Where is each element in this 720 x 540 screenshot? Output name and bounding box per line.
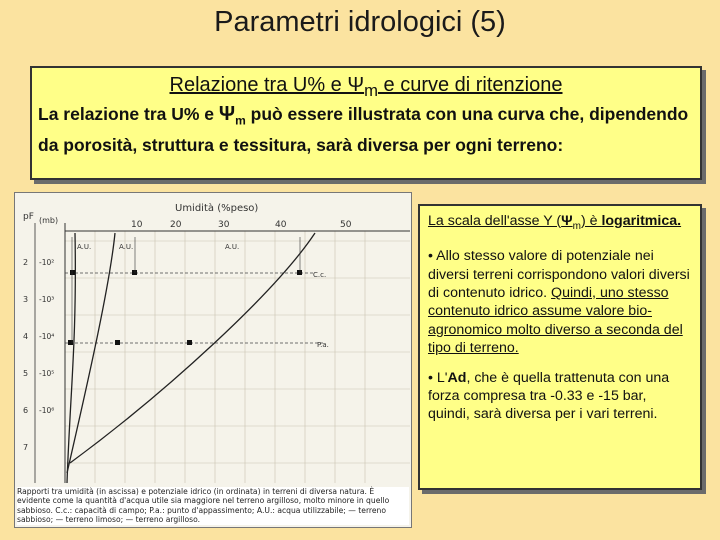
point-loamy-fc <box>132 270 137 275</box>
pf-tick: 3 <box>23 295 29 304</box>
mb-tick: -10³ <box>39 295 55 304</box>
mb-tick: -10⁶ <box>39 406 55 415</box>
curve-label: A.U. <box>119 243 134 251</box>
retention-curves-plot <box>15 193 412 528</box>
curve-loamy <box>67 233 115 473</box>
notes-box <box>418 204 702 490</box>
figure-caption: Rapporti tra umidità (in ascissa) e potenziale idrico (in ordinata) in terreni di diversa natura. È evidente come la quantità d'acqua utile sia maggiore nel terreno argilloso, molto minore in quello sabbioso. C.c.: capacità di campo; P.a.: punto d'appassimento; A.U.: acqua utilizzabile; — terreno sabbioso; — terreno limoso; — terreno argilloso. <box>17 487 409 525</box>
top-tick: 10 <box>131 220 143 230</box>
curve-label: A.U. <box>225 243 240 251</box>
plot-grid <box>65 231 410 483</box>
mb-tick: -10⁵ <box>39 369 55 378</box>
note-potential: • Allo stesso valore di potenziale nei diversi terreni corrispondono valori diversi di contenuto idrico. Quindi, uno stesso contenuto idrico assume valore bio-agronomico molto diverso a seconda del tipo di terreno. <box>428 248 690 357</box>
pf-tick: 4 <box>23 332 29 341</box>
top-tick: 50 <box>340 220 352 230</box>
pf-axis-label: pF <box>23 212 34 222</box>
mb-tick: -10² <box>39 258 55 267</box>
pf-tick: 5 <box>23 369 29 378</box>
intro-text: La relazione tra U% e $\Psi_m$ può essere illustrata con una curva che, dipendendo da porosità, struttura e tessitura, sarà diversa per ogni terreno: <box>38 103 689 155</box>
retention-curves-figure <box>14 192 412 528</box>
top-axis-label: Umidità (%peso) <box>175 203 259 214</box>
mb-axis-label: (mb) <box>39 216 59 225</box>
pf-tick: 2 <box>23 258 29 267</box>
page-title: Parametri idrologici (5) <box>214 6 506 38</box>
intro-subtitle: Relazione tra U% e $\Psi_m$ e curve di ritenzione <box>169 74 563 100</box>
curve-label: A.U. <box>77 243 92 251</box>
mb-tick: -10⁴ <box>39 332 55 341</box>
point-clay-wp <box>187 340 192 345</box>
note-log-scale: La scala dell'asse Y $(\Psi_m)$ è logaritmica. <box>428 213 682 232</box>
intro-box <box>30 66 702 180</box>
top-tick: 30 <box>218 220 230 230</box>
curve-label: P.a. <box>317 341 329 349</box>
pf-tick: 7 <box>23 443 29 452</box>
pf-tick: 6 <box>23 406 29 415</box>
top-tick: 40 <box>275 220 287 230</box>
point-sandy-fc <box>70 270 75 275</box>
point-loamy-wp <box>115 340 120 345</box>
curve-clay <box>70 233 315 463</box>
point-clay-fc <box>297 270 302 275</box>
note-ad: • L'Ad, che è quella trattenuta con una forza compresa tra -0.33 e -15 bar, quindi, sarà diversa per i vari terreni. <box>428 369 670 423</box>
top-tick: 20 <box>170 220 182 230</box>
curve-label: C.c. <box>313 271 327 279</box>
